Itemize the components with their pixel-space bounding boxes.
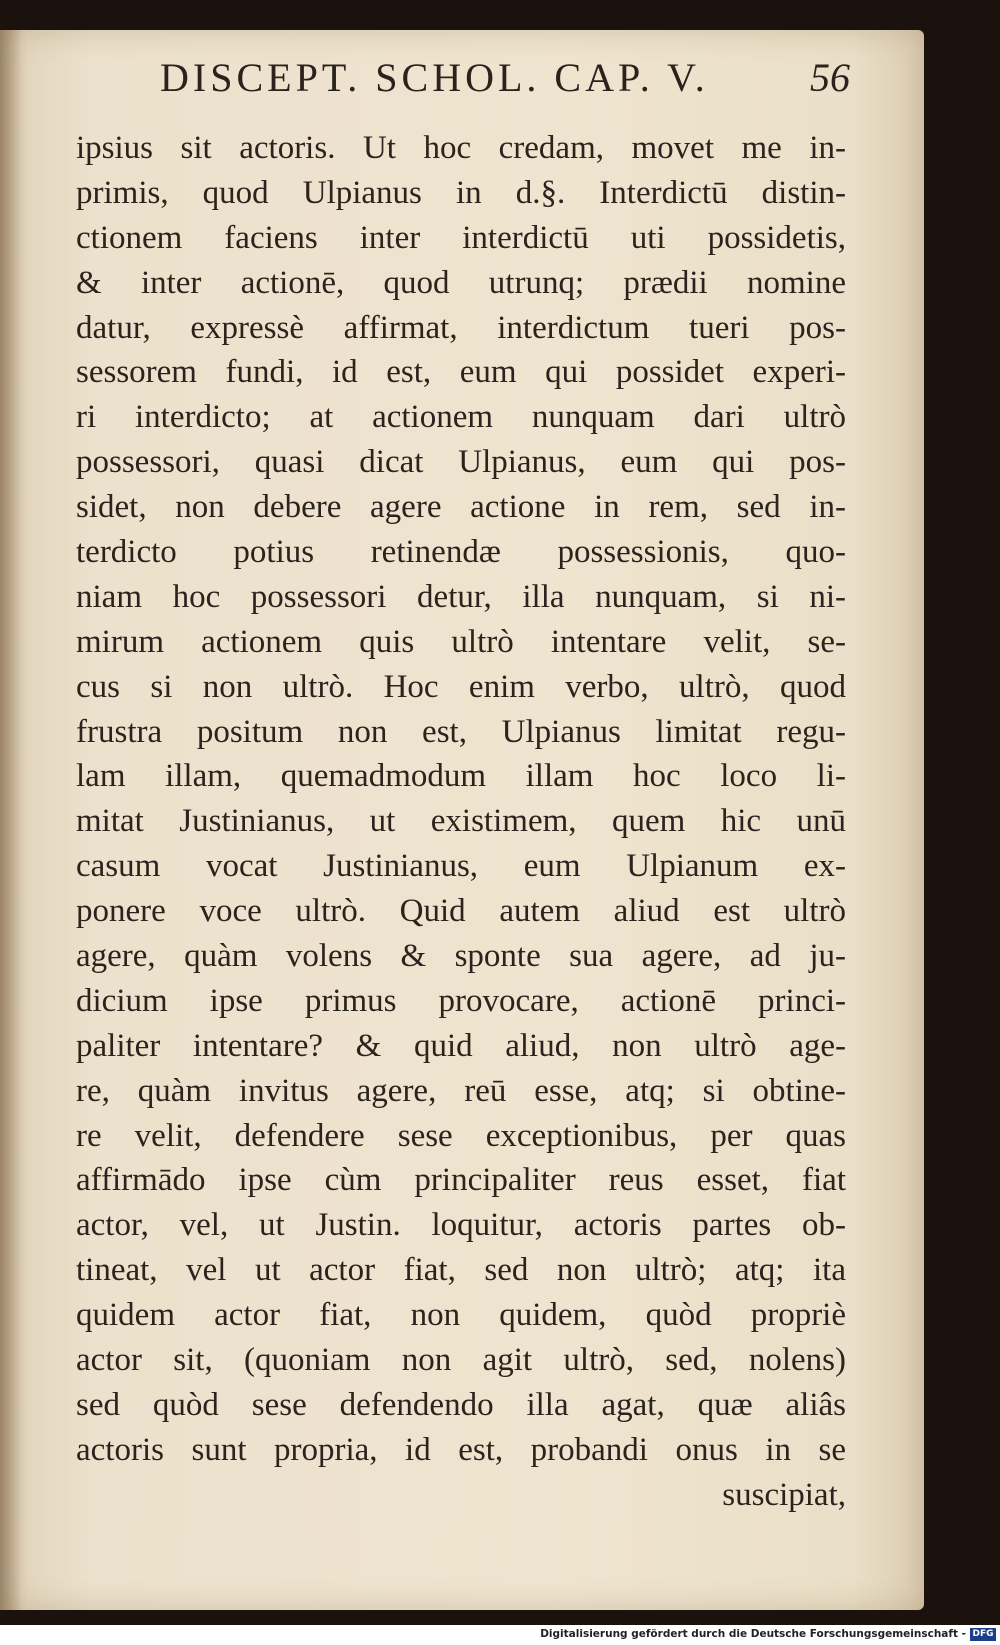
text-line: sidet, non debere agere actione in rem, sed in-	[76, 489, 846, 526]
text-line: frustra positum non est, Ulpianus limitat regu-	[76, 713, 846, 750]
text-line: quidem actor fiat, non quidem, quòd propriè	[76, 1297, 846, 1334]
text-line: re velit, defendere sese exceptionibus, per quas	[76, 1117, 846, 1154]
text-line: actor, vel, ut Justin. loquitur, actoris partes ob-	[76, 1207, 846, 1244]
text-line: tineat, vel ut actor fiat, sed non ultrò; atq; ita	[76, 1252, 846, 1289]
text-line: ctionem faciens inter interdictū uti possidetis,	[76, 219, 846, 256]
text-line: sessorem fundi, id est, eum qui possidet experi-	[76, 354, 846, 391]
running-title: DISCEPT. SCHOL. CAP. V.	[160, 55, 709, 100]
text-line: affirmādo ipse cùm principaliter reus esset, fiat	[76, 1162, 846, 1199]
running-head	[160, 54, 850, 114]
text-line: paliter intentare? & quid aliud, non ultrò age-	[76, 1027, 846, 1064]
text-line: actoris sunt propria, id est, probandi onus in se	[76, 1431, 846, 1468]
text-line: terdicto potius retinendæ possessionis, quo-	[76, 534, 846, 571]
text-line: ipsius sit actoris. Ut hoc credam, movet me in-	[76, 130, 846, 166]
text-line: mitat Justinianus, ut existimem, quem hic unū	[76, 803, 846, 840]
text-line: mirum actionem quis ultrò intentare velit, se-	[76, 623, 846, 660]
catchword: suscipiat,	[722, 1476, 846, 1513]
text-line: niam hoc possessori detur, illa nunquam, si ni-	[76, 578, 846, 615]
funding-credit: Digitalisierung gefördert durch die Deutsche Forschungsgemeinschaft -	[540, 1628, 966, 1640]
text-line: dicium ipse primus provocare, actionē princi-	[76, 982, 846, 1019]
text-line: agere, quàm volens & sponte sua agere, ad ju-	[76, 938, 846, 975]
text-line: primis, quod Ulpianus in d.§. Interdictū distin-	[76, 174, 846, 211]
text-line: re, quàm invitus agere, reū esse, atq; si obtine-	[76, 1072, 846, 1109]
text-line: ri interdicto; at actionem nunquam dari ultrò	[76, 399, 846, 436]
text-line: lam illam, quemadmodum illam hoc loco li-	[76, 758, 846, 795]
text-line: possessori, quasi dicat Ulpianus, eum qui pos-	[76, 444, 846, 481]
text-line: casum vocat Justinianus, eum Ulpianum ex-	[76, 848, 846, 885]
text-line: actor sit, (quoniam non agit ultrò, sed, nolens)	[76, 1342, 846, 1379]
text-line: ponere voce ultrò. Quid autem aliud est ultrò	[76, 893, 846, 930]
digitization-footer	[0, 1625, 1000, 1645]
book-page	[0, 30, 924, 1610]
text-line: cus si non ultrò. Hoc enim verbo, ultrò, quod	[76, 668, 846, 705]
body-text	[76, 126, 846, 1518]
text-line: & inter actionē, quod utrunq; prædii nomine	[76, 264, 846, 301]
text-line: sed quòd sese defendendo illa agat, quæ aliâs	[76, 1386, 846, 1423]
text-line: datur, expressè affirmat, interdictum tueri pos-	[76, 309, 846, 346]
dfg-logo: DFG	[970, 1628, 996, 1641]
page-number: 56	[810, 55, 850, 100]
